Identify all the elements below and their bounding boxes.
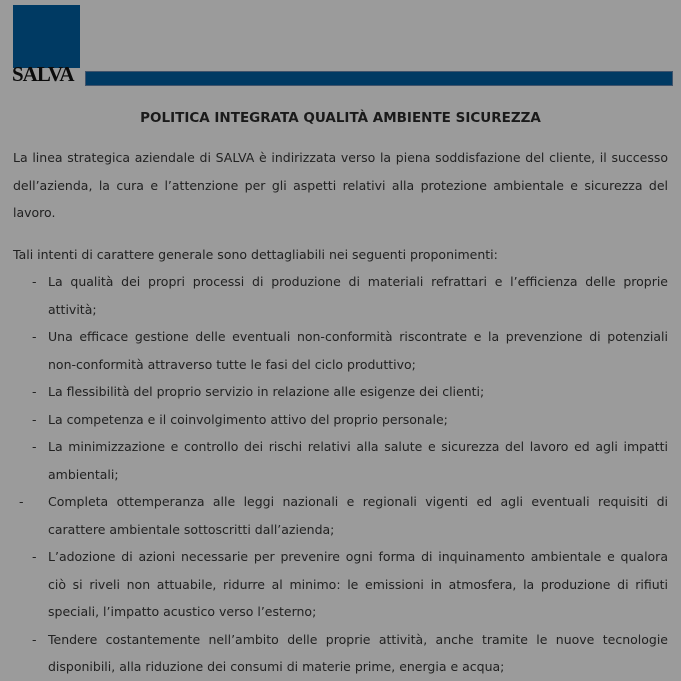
bullet-marker: - xyxy=(32,439,37,454)
bullet-text: La flessibilità del proprio servizio in relazione alle esigenze dei clienti; xyxy=(48,384,485,399)
bullet-marker: - xyxy=(32,274,37,289)
bullet-item xyxy=(13,543,668,626)
bullet-item xyxy=(13,626,668,681)
intro-paragraph: La linea strategica aziendale di SALVA è indirizzata verso la piena soddisfazione del cliente, il successo dell’azienda, la cura e l’attenzione per gli aspetti relativi alla protezione ambientale e sicurezza del lavoro. xyxy=(13,150,668,220)
bullet-text: L’adozione di azioni necessarie per prevenire ogni forma di inquinamento ambientale e qualora ciò si riveli non attuabile, ridurre al minimo: le emissioni in atmosfera, la produzione di rifiuti speciali, l’impatto acustico verso l’esterno; xyxy=(48,549,668,619)
bullet-item xyxy=(13,488,668,543)
document-title: POLITICA INTEGRATA QUALITÀ AMBIENTE SICUREZZA xyxy=(140,110,541,126)
bullet-text: Completa ottemperanza alle leggi nazionali e regionali vigenti ed agli eventuali requisiti di carattere ambientale sottoscritti dall’azienda; xyxy=(48,494,668,537)
bullet-text: La qualità dei propri processi di produzione di materiali refrattari e l’efficienza delle proprie attività; xyxy=(48,274,668,317)
bullet-text: Una efficace gestione delle eventuali non-conformità riscontrate e la prevenzione di potenziali non-conformità attraverso tutte le fasi del ciclo produttivo; xyxy=(48,329,668,372)
bullet-item xyxy=(13,433,668,488)
bullet-text: Tendere costantemente nell’ambito delle proprie attività, anche tramite le nuove tecnologie disponibili, alla riduzione dei consumi di materie prime, energia e acqua; xyxy=(48,631,668,674)
bullet-marker: - xyxy=(32,631,37,647)
bullet-item xyxy=(13,323,668,378)
bullet-item xyxy=(13,268,668,323)
bullet-item xyxy=(13,378,668,406)
bullet-marker: - xyxy=(32,329,37,344)
bullet-text: La competenza e il coinvolgimento attivo del proprio personale; xyxy=(48,411,448,427)
company-logo-square xyxy=(13,5,80,68)
bullet-text: La minimizzazione e controllo dei rischi relativi alla salute e sicurezza del lavoro ed agli impatti ambientali; xyxy=(48,439,668,482)
bullet-marker: - xyxy=(19,494,24,509)
bullet-marker: - xyxy=(32,411,37,427)
list-intro-paragraph: Tali intenti di carattere generale sono dettagliabili nei seguenti proponimenti: xyxy=(13,246,498,262)
document-header xyxy=(13,0,668,86)
header-rule-bar xyxy=(85,71,673,86)
bullet-item xyxy=(13,406,668,434)
bullet-list xyxy=(13,268,668,681)
bullet-marker: - xyxy=(32,549,37,564)
bullet-marker: - xyxy=(32,384,37,399)
company-logo-wordmark: SALVA xyxy=(12,61,74,87)
